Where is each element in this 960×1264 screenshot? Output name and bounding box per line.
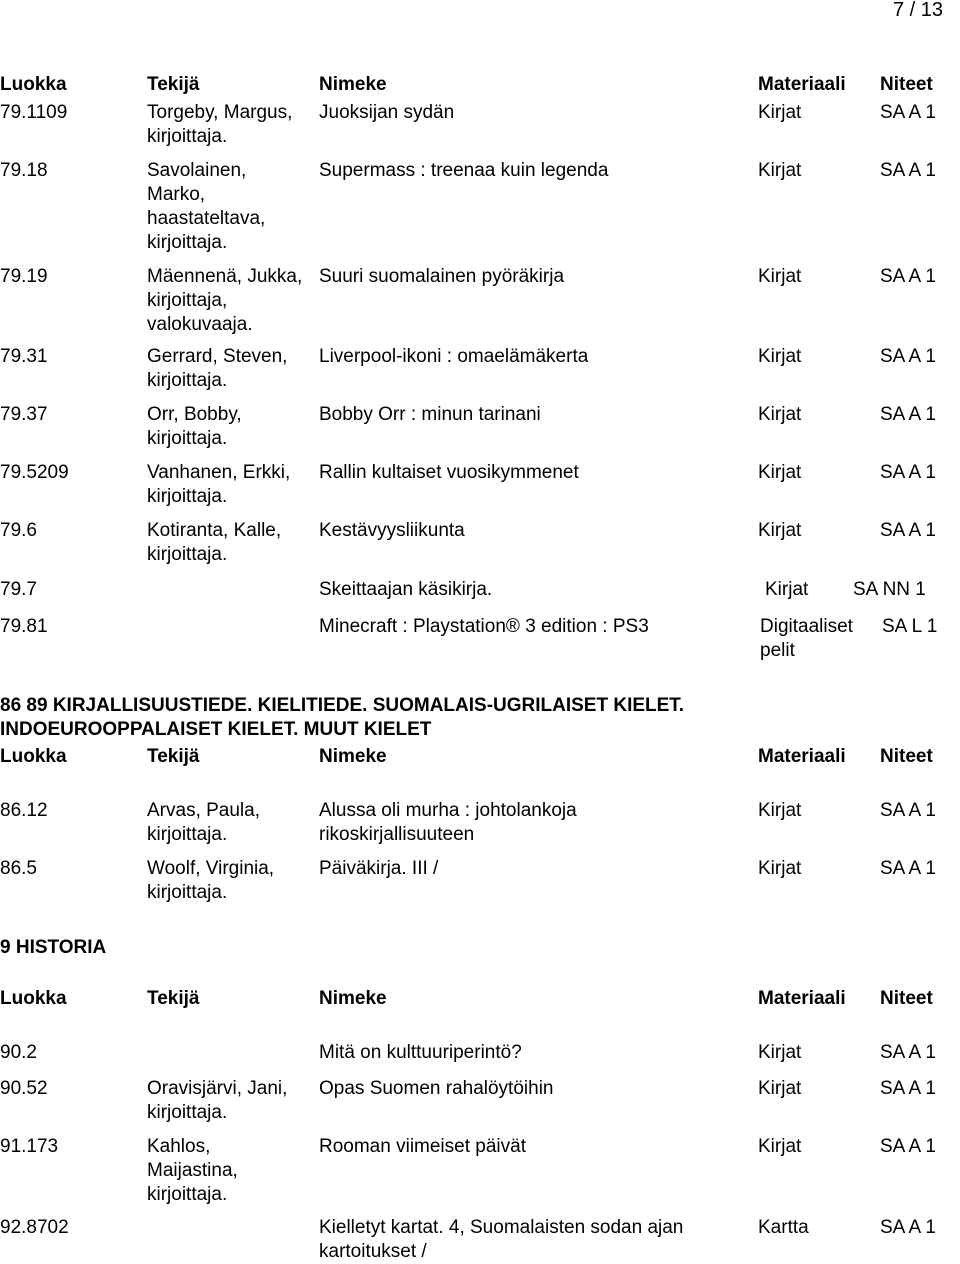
header-luokka: Luokka	[0, 74, 67, 95]
material: Kirjat	[765, 579, 809, 600]
header-materiaali: Materiaali	[758, 988, 846, 1009]
copies: SA A 1	[880, 346, 936, 367]
material: Kirjat	[758, 1136, 802, 1157]
copies: SA A 1	[880, 160, 936, 181]
title: Opas Suomen rahalöytöihin	[319, 1078, 554, 1099]
author: Arvas, Paula, kirjoittaja.	[147, 800, 260, 845]
header-luokka: Luokka	[0, 746, 67, 767]
author: Oravisjärvi, Jani, kirjoittaja.	[147, 1078, 288, 1123]
title: Suuri suomalainen pyöräkirja	[319, 266, 565, 287]
material: Kirjat	[758, 160, 802, 181]
header-nimeke: Nimeke	[319, 988, 387, 1009]
material: Kirjat	[758, 1042, 802, 1063]
copies: SA NN 1	[853, 579, 926, 600]
class-number: 79.6	[0, 520, 37, 541]
title: Alussa oli murha : johtolankoja rikoskirjallisuuteen	[319, 800, 577, 845]
section-heading: 9 HISTORIA	[0, 937, 107, 958]
material: Kirjat	[758, 102, 802, 123]
title: Supermass : treenaa kuin legenda	[319, 160, 609, 181]
author: Savolainen, Marko, haastateltava, kirjoittaja.	[147, 160, 266, 253]
title: Rallin kultaiset vuosikymmenet	[319, 462, 579, 483]
copies: SA A 1	[880, 1217, 936, 1238]
title: Juoksijan sydän	[319, 102, 455, 123]
copies: SA A 1	[880, 102, 936, 123]
copies: SA A 1	[880, 1042, 936, 1063]
material: Digitaaliset pelit	[760, 616, 853, 661]
copies: SA A 1	[880, 858, 936, 879]
header-nimeke: Nimeke	[319, 746, 387, 767]
title: Rooman viimeiset päivät	[319, 1136, 526, 1157]
table-header	[0, 987, 960, 1011]
header-luokka: Luokka	[0, 988, 67, 1009]
header-tekija: Tekijä	[147, 988, 200, 1009]
copies: SA L 1	[882, 616, 938, 637]
author: Torgeby, Margus, kirjoittaja.	[147, 102, 293, 147]
material: Kirjat	[758, 346, 802, 367]
title: Päiväkirja. III /	[319, 858, 439, 879]
author: Gerrard, Steven, kirjoittaja.	[147, 346, 288, 391]
class-number: 79.37	[0, 404, 48, 425]
header-niteet: Niteet	[880, 988, 933, 1009]
author: Mäennenä, Jukka, kirjoittaja, valokuvaaja.	[147, 266, 303, 335]
header-tekija: Tekijä	[147, 746, 200, 767]
title: Kielletyt kartat. 4, Suomalaisten sodan ajan kartoitukset /	[319, 1217, 684, 1262]
class-number: 79.5209	[0, 462, 69, 483]
header-niteet: Niteet	[880, 74, 933, 95]
copies: SA A 1	[880, 800, 936, 821]
class-number: 79.31	[0, 346, 48, 367]
title: Liverpool-ikoni : omaelämäkerta	[319, 346, 589, 367]
class-number: 79.7	[0, 579, 37, 600]
title: Kestävyysliikunta	[319, 520, 465, 541]
material: Kirjat	[758, 266, 802, 287]
class-number: 79.81	[0, 616, 48, 637]
author: Woolf, Virginia, kirjoittaja.	[147, 858, 275, 903]
class-number: 91.173	[0, 1136, 59, 1157]
material: Kirjat	[758, 462, 802, 483]
copies: SA A 1	[880, 462, 936, 483]
material: Kartta	[758, 1217, 809, 1238]
copies: SA A 1	[880, 266, 936, 287]
class-number: 79.19	[0, 266, 48, 287]
title: Bobby Orr : minun tarinani	[319, 404, 541, 425]
page-number: 7 / 13	[893, 0, 944, 21]
class-number: 86.5	[0, 858, 37, 879]
header-nimeke: Nimeke	[319, 74, 387, 95]
author: Kotiranta, Kalle, kirjoittaja.	[147, 520, 282, 565]
header-tekija: Tekijä	[147, 74, 200, 95]
author: Kahlos, Maijastina, kirjoittaja.	[147, 1136, 238, 1205]
table-header	[0, 73, 960, 97]
material: Kirjat	[758, 404, 802, 425]
title: Mitä on kulttuuriperintö?	[319, 1042, 522, 1063]
title: Skeittaajan käsikirja.	[319, 579, 493, 600]
material: Kirjat	[758, 858, 802, 879]
class-number: 86.12	[0, 800, 48, 821]
title: Minecraft : Playstation® 3 edition : PS3	[319, 616, 649, 637]
copies: SA A 1	[880, 520, 936, 541]
header-niteet: Niteet	[880, 746, 933, 767]
class-number: 79.18	[0, 160, 48, 181]
header-materiaali: Materiaali	[758, 746, 846, 767]
material: Kirjat	[758, 520, 802, 541]
material: Kirjat	[758, 800, 802, 821]
author: Orr, Bobby, kirjoittaja.	[147, 404, 242, 449]
section-heading: 86 89 KIRJALLISUUSTIEDE. KIELITIEDE. SUOMALAIS-UGRILAISET KIELET. INDOEUROOPPALAISET KIELET. MUUT KIELET	[0, 695, 685, 740]
header-materiaali: Materiaali	[758, 74, 846, 95]
class-number: 92.8702	[0, 1217, 69, 1238]
class-number: 90.52	[0, 1078, 48, 1099]
class-number: 79.1109	[0, 102, 68, 123]
material: Kirjat	[758, 1078, 802, 1099]
author: Vanhanen, Erkki, kirjoittaja.	[147, 462, 291, 507]
table-header	[0, 745, 960, 769]
copies: SA A 1	[880, 1136, 936, 1157]
copies: SA A 1	[880, 1078, 936, 1099]
class-number: 90.2	[0, 1042, 37, 1063]
copies: SA A 1	[880, 404, 936, 425]
